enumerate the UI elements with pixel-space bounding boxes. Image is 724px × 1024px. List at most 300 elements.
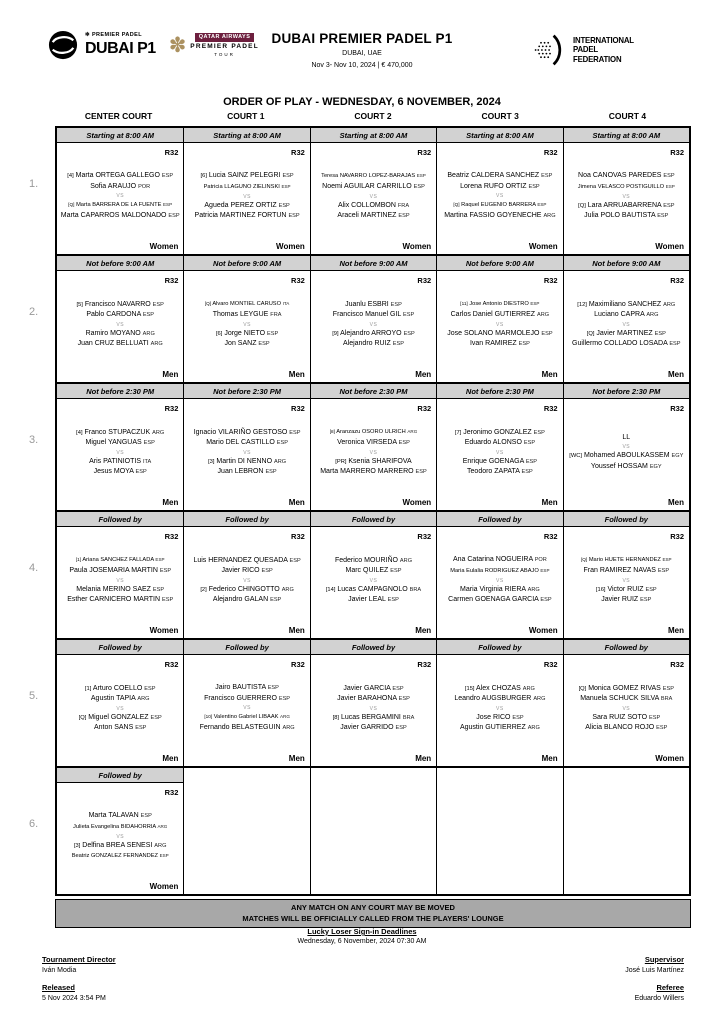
- player-line: [440, 555, 559, 566]
- teams-block: [60, 791, 180, 882]
- player-name: BAUTISTA: [232, 684, 266, 692]
- player-name: Julia: [584, 212, 599, 220]
- player-line: [187, 457, 306, 468]
- released-label: Released: [42, 983, 75, 992]
- court-slot: [563, 640, 689, 766]
- seed-label: [Q]: [578, 202, 586, 209]
- player-line: [60, 566, 180, 577]
- player-line: [60, 595, 180, 606]
- player-line: [440, 684, 559, 695]
- court-slot: [563, 128, 689, 254]
- player-name: Francisco: [204, 694, 235, 702]
- player-line: [567, 310, 686, 321]
- player-name: Lorena: [460, 182, 482, 190]
- empty-slot: [310, 768, 436, 894]
- player-name: HERNANDEZ QUESADA: [208, 556, 288, 564]
- player-name: Pablo: [86, 311, 105, 318]
- country-code: ESP: [387, 597, 399, 603]
- team: [187, 171, 306, 192]
- match-cell: [437, 399, 562, 510]
- player-line: [440, 171, 559, 182]
- player-line: [60, 310, 180, 321]
- vs-label: VS: [496, 321, 504, 328]
- player-line: [314, 182, 433, 193]
- player-name: Jeronimo: [463, 428, 493, 436]
- empty-slot: [563, 768, 689, 894]
- court-slot: [563, 384, 689, 510]
- player-name: BELASTEGUIN: [231, 724, 281, 732]
- player-name: VELASCO POSTIGUILLO: [597, 183, 665, 190]
- player-name: Alejandro: [342, 340, 373, 347]
- category-label: Women: [276, 242, 305, 251]
- player-name: RAMIREZ NAVAS: [599, 567, 656, 575]
- court-slot: [310, 384, 436, 510]
- player-name: EUGENIO BARRERA: [480, 202, 536, 209]
- vs-label: VS: [369, 321, 378, 328]
- player-name: GALAN: [244, 596, 269, 603]
- player-name: BARRERA DE LA FUENTE: [92, 202, 162, 209]
- player-line: [187, 182, 306, 193]
- country-code: ESP: [288, 213, 300, 220]
- team: [187, 299, 306, 320]
- player-name: Julieta Evangelina: [73, 823, 120, 830]
- country-code: ESP: [267, 330, 279, 337]
- player-name: Mohamed: [583, 452, 616, 460]
- player-line: [440, 595, 559, 606]
- player-name: MONTIEL CARUSO: [230, 301, 282, 308]
- country-code: ESP: [282, 173, 294, 180]
- player-line: [440, 200, 559, 211]
- seed-label: [Q]: [453, 202, 460, 208]
- schedule-row: [57, 510, 689, 638]
- player-name: FASSIO GOYENECHE: [469, 212, 542, 220]
- player-name: NAVARRO LOPEZ-BARAJAS: [339, 173, 416, 180]
- vs-label: VS: [622, 577, 631, 584]
- player-line: [567, 723, 686, 734]
- player-name: Veronica: [337, 439, 365, 447]
- match-cell: [564, 143, 689, 254]
- player-line: [187, 566, 306, 577]
- player-line: [60, 822, 180, 833]
- player-name: Lara: [587, 201, 602, 209]
- player-name: Marta: [88, 812, 107, 820]
- player-name: TALAVAN: [108, 812, 139, 820]
- empty-slot: [183, 768, 309, 894]
- team: [440, 713, 559, 734]
- team: [187, 712, 306, 733]
- player-name: Esther: [67, 596, 88, 604]
- player-name: Juan: [77, 340, 93, 347]
- country-code: ESP: [518, 341, 530, 348]
- player-line: [60, 428, 180, 439]
- match-cell: [57, 527, 183, 638]
- country-code: ESP: [161, 173, 174, 180]
- vs-label: VS: [116, 321, 125, 328]
- player-name: Juanlu: [345, 300, 366, 308]
- vs-label: VS: [622, 444, 631, 451]
- player-line: [187, 694, 306, 705]
- player-name: Javier: [337, 695, 356, 702]
- category-label: Men: [541, 370, 558, 379]
- country-code: ESP: [541, 330, 553, 337]
- player-line: [567, 182, 686, 193]
- country-code: ESP: [159, 568, 172, 575]
- court-headers: [55, 111, 691, 121]
- player-name: RUIZ: [621, 596, 639, 604]
- player-name: SANS: [114, 724, 134, 731]
- team: [440, 200, 559, 221]
- player-name: Youssef: [590, 462, 616, 470]
- match-cell: [564, 271, 689, 382]
- country-code: ESP: [665, 183, 675, 189]
- country-code: ESP: [662, 557, 672, 563]
- teams-block: [314, 279, 433, 370]
- category-label: Men: [541, 754, 558, 763]
- player-line: [60, 585, 180, 596]
- schedule-row: [57, 254, 689, 382]
- teams-block: [60, 663, 180, 754]
- empty-slot: [436, 768, 562, 894]
- category-label: Men: [415, 370, 432, 379]
- player-name: ABOULKASSEM: [616, 452, 670, 460]
- player-name: SANCHEZ FALLADA: [100, 557, 154, 564]
- player-line: [60, 438, 180, 449]
- time-slot-label: Followed by: [564, 640, 689, 655]
- player-name: Fran: [583, 567, 598, 575]
- player-name: MARRERO MARRERO: [340, 468, 414, 476]
- country-code: ESP: [413, 184, 425, 191]
- teams-block: [440, 535, 559, 626]
- country-code: BRA: [402, 714, 415, 721]
- player-line: [314, 595, 433, 606]
- player-line: [567, 329, 686, 340]
- player-name: Mario: [206, 439, 224, 446]
- round-label: R32: [417, 532, 432, 541]
- seed-label: [Q]: [78, 714, 87, 721]
- country-code: ESP: [267, 685, 279, 692]
- player-name: HOSSAM: [617, 462, 648, 470]
- player-name: BLANCO ROJO: [603, 724, 655, 731]
- country-code: ARG: [407, 429, 418, 435]
- player-name: GUTIERREZ: [494, 311, 536, 319]
- match-cell: [184, 143, 309, 254]
- ipf-line: FEDERATION: [573, 53, 622, 64]
- player-name: Marta: [75, 172, 94, 180]
- country-code: ESP: [533, 429, 545, 436]
- player-name: Guillermo: [572, 340, 602, 347]
- team: [60, 684, 180, 705]
- seed-label: [4]: [76, 429, 83, 436]
- vs-label: VS: [243, 193, 251, 200]
- country-code: ESP: [150, 714, 162, 721]
- country-code: ESP: [657, 568, 670, 575]
- vs-label: VS: [496, 705, 504, 712]
- player-line: [187, 595, 306, 606]
- player-name: Agueda: [204, 201, 229, 209]
- category-label: Men: [162, 754, 179, 763]
- country-code: ESP: [159, 853, 169, 858]
- player-line: [440, 428, 559, 439]
- row-number: 4.: [29, 562, 39, 574]
- country-code: ESP: [415, 469, 427, 476]
- player-line: [314, 566, 433, 577]
- match-cell: [184, 527, 309, 638]
- team: [440, 555, 559, 576]
- seed-label: [10]: [204, 714, 213, 720]
- player-line: [440, 182, 559, 193]
- country-code: ARG: [137, 696, 150, 702]
- country-code: ARG: [646, 312, 659, 318]
- seed-label: [Q]: [68, 202, 75, 208]
- player-name: Teresa: [321, 173, 339, 180]
- player-name: Alex: [476, 684, 490, 692]
- ipf-line: PADEL: [573, 44, 599, 55]
- seed-label: [3]: [208, 458, 215, 465]
- seed-label: [6]: [200, 173, 207, 180]
- team: [187, 556, 306, 577]
- player-name: AGUILAR CARRILLO: [343, 183, 412, 191]
- country-code: ESP: [144, 685, 156, 692]
- match-cell: [564, 655, 689, 766]
- player-name: CRUZ BELLUATI: [94, 340, 149, 347]
- player-name: DIESTRO: [503, 301, 529, 308]
- player-name: Alejandro: [340, 329, 370, 337]
- country-code: ESP: [662, 685, 674, 692]
- seed-label: [PR]: [335, 458, 347, 465]
- country-code: ESP: [161, 597, 174, 604]
- player-line: [440, 585, 559, 596]
- country-code: ESP: [645, 586, 657, 593]
- player-line: [314, 427, 433, 438]
- player-name: VIRSEDA: [366, 439, 397, 447]
- court-slot: [183, 640, 309, 766]
- player-line: [187, 171, 306, 182]
- category-label: Men: [288, 754, 305, 763]
- teams-block: [187, 151, 306, 242]
- court-header: COURT 3: [481, 111, 519, 121]
- country-code: ESP: [416, 173, 426, 179]
- player-name: Jorge: [224, 329, 242, 337]
- seed-label: [Q]: [578, 685, 587, 692]
- player-name: PATINIOTIS: [103, 457, 141, 465]
- teams-block: [60, 279, 180, 370]
- player-name: RICO: [492, 713, 511, 721]
- vs-label: VS: [622, 321, 631, 328]
- player-name: Francisco Manuel: [332, 311, 389, 318]
- player-name: Ksenia: [348, 457, 370, 465]
- round-label: R32: [164, 404, 179, 413]
- court-slot: [57, 256, 183, 382]
- round-label: R32: [543, 532, 558, 541]
- court-header: CENTER COURT: [84, 111, 153, 121]
- seed-label: [6]: [215, 330, 223, 337]
- teams-block: [187, 407, 306, 498]
- player-name: Jose: [476, 713, 491, 721]
- seed-label: [Q]: [586, 330, 595, 337]
- player-name: GUERRERO: [236, 694, 277, 702]
- player-line: [60, 457, 180, 468]
- player-name: CARNICERO MARTIN: [89, 596, 161, 604]
- vs-label: VS: [369, 705, 378, 712]
- player-name: Franco: [84, 428, 107, 436]
- country-code: ESP: [521, 469, 533, 475]
- team: [314, 713, 433, 734]
- match-cell: [564, 527, 689, 638]
- player-name: CALDERA SANCHEZ: [471, 172, 540, 180]
- player-name: Jose Antonio: [469, 301, 502, 308]
- released-timestamp: 5 Nov 2024 3:54 PM: [42, 995, 106, 1002]
- flower-icon: ✽: [168, 33, 187, 57]
- teams-block: [314, 535, 433, 626]
- footer-left: [42, 955, 116, 1011]
- player-name: Alejandro: [212, 596, 243, 603]
- player-name: RUIZ SOTO: [609, 713, 648, 721]
- team: [314, 585, 433, 606]
- seed-label: [5]: [76, 301, 83, 308]
- player-line: [567, 451, 686, 462]
- country-code: ESP: [276, 440, 288, 446]
- court-slot: [57, 512, 183, 638]
- schedule-row: [57, 382, 689, 510]
- vs-label: VS: [116, 705, 125, 712]
- player-name: RUFO ORTIZ: [483, 182, 527, 190]
- country-code: ARG: [543, 213, 556, 220]
- country-code: ESP: [278, 695, 291, 702]
- player-name: Raquel: [461, 202, 480, 209]
- teams-block: [60, 151, 180, 242]
- player-name: Jimena: [577, 183, 597, 190]
- seed-label: [WC]: [569, 453, 582, 460]
- player-name: LEBRON: [234, 468, 264, 475]
- country-code: ESP: [398, 696, 410, 702]
- team: [60, 300, 180, 321]
- country-code: FRA: [270, 312, 282, 319]
- notice-line-1: ANY MATCH ON ANY COURT MAY BE MOVED: [291, 903, 455, 912]
- category-label: Men: [288, 498, 305, 507]
- match-cell: [57, 271, 183, 382]
- qatar-airways-label: QATAR AIRWAYS: [195, 33, 255, 43]
- player-name: Javier: [221, 567, 241, 574]
- match-cell: [437, 143, 562, 254]
- player-line: [314, 457, 433, 468]
- player-line: [187, 310, 306, 321]
- player-line: [567, 566, 686, 577]
- player-line: [314, 713, 433, 724]
- category-label: Men: [162, 370, 179, 379]
- player-name: RUIZ: [627, 585, 644, 593]
- player-line: [567, 300, 686, 311]
- country-code: ESP: [265, 469, 277, 475]
- player-line: [314, 467, 433, 478]
- player-line: [187, 585, 306, 596]
- team: [314, 171, 433, 192]
- player-name: HUETE HERNANDEZ: [604, 557, 661, 564]
- player-name: GARCIA: [364, 684, 391, 692]
- teams-block: [314, 663, 433, 754]
- schedule-row: [57, 638, 689, 766]
- vs-label: VS: [369, 449, 378, 456]
- court-header: COURT 4: [608, 111, 647, 121]
- country-code: ESP: [541, 173, 553, 180]
- player-name: GONZALEZ: [493, 428, 532, 436]
- team: [440, 684, 559, 705]
- player-name: ARROYO: [371, 329, 402, 337]
- time-slot-label: Followed by: [57, 512, 183, 527]
- country-code: ARG: [522, 685, 535, 692]
- country-code: ESP: [143, 440, 155, 446]
- team: [567, 329, 686, 350]
- country-code: ESP: [512, 714, 524, 721]
- lucky-loser-title: Lucky Loser Sign-in Deadlines: [307, 927, 417, 936]
- player-line: [60, 467, 180, 478]
- player-name: Lucas: [340, 713, 360, 721]
- category-label: Men: [541, 498, 558, 507]
- country-code: ESP: [152, 586, 165, 593]
- player-name: Maria Virginia: [460, 585, 503, 593]
- player-line: [440, 329, 559, 340]
- match-cell: [437, 271, 562, 382]
- vs-label: VS: [622, 705, 631, 712]
- player-name: BREA SENESI: [106, 841, 153, 849]
- time-slot-label: Starting at 8:00 AM: [57, 128, 183, 143]
- team: [567, 585, 686, 606]
- team: [440, 428, 559, 449]
- team: [60, 713, 180, 734]
- player-line: [60, 723, 180, 734]
- player-name: Javier: [596, 329, 616, 337]
- team: [440, 329, 559, 350]
- player-line: [187, 467, 306, 478]
- category-label: Men: [415, 626, 432, 635]
- event-location: DUBAI, UAE: [342, 50, 382, 57]
- player-line: [187, 683, 306, 694]
- country-code: ITA: [282, 301, 290, 307]
- team: [567, 713, 686, 734]
- court-slot: [436, 128, 562, 254]
- player-name: GIL: [390, 311, 402, 318]
- tournament-director-label: Tournament Director: [42, 955, 116, 964]
- country-code: EGY: [671, 453, 684, 460]
- player-name: GUTIERREZ: [485, 724, 526, 731]
- player-name: Enrique: [462, 457, 487, 465]
- player-name: Alvaro: [212, 301, 229, 308]
- player-line: [60, 851, 180, 862]
- schedule-row: [57, 766, 689, 894]
- player-line: [60, 211, 180, 222]
- player-name: Paula: [69, 567, 88, 575]
- team: [60, 555, 180, 576]
- event-title: DUBAI PREMIER PADEL P1: [271, 31, 453, 46]
- match-cell: [437, 655, 562, 766]
- player-line: [567, 171, 686, 182]
- player-name: Miguel: [88, 713, 109, 721]
- round-label: R32: [670, 404, 684, 413]
- ipf-line: INTERNATIONAL: [573, 34, 634, 45]
- player-name: Araceli: [337, 212, 359, 220]
- team: [314, 201, 433, 222]
- teams-block: [440, 279, 559, 370]
- team: [567, 201, 686, 222]
- player-name: Jose: [447, 329, 462, 337]
- vs-label: VS: [243, 321, 251, 328]
- teams-block: [440, 407, 559, 498]
- team: [314, 427, 433, 448]
- team: [567, 300, 686, 321]
- court-slot: [436, 512, 562, 638]
- player-name: MARTINEZ: [617, 329, 653, 337]
- player-name: ESBRI: [367, 300, 389, 308]
- player-name: Luciano: [594, 311, 619, 318]
